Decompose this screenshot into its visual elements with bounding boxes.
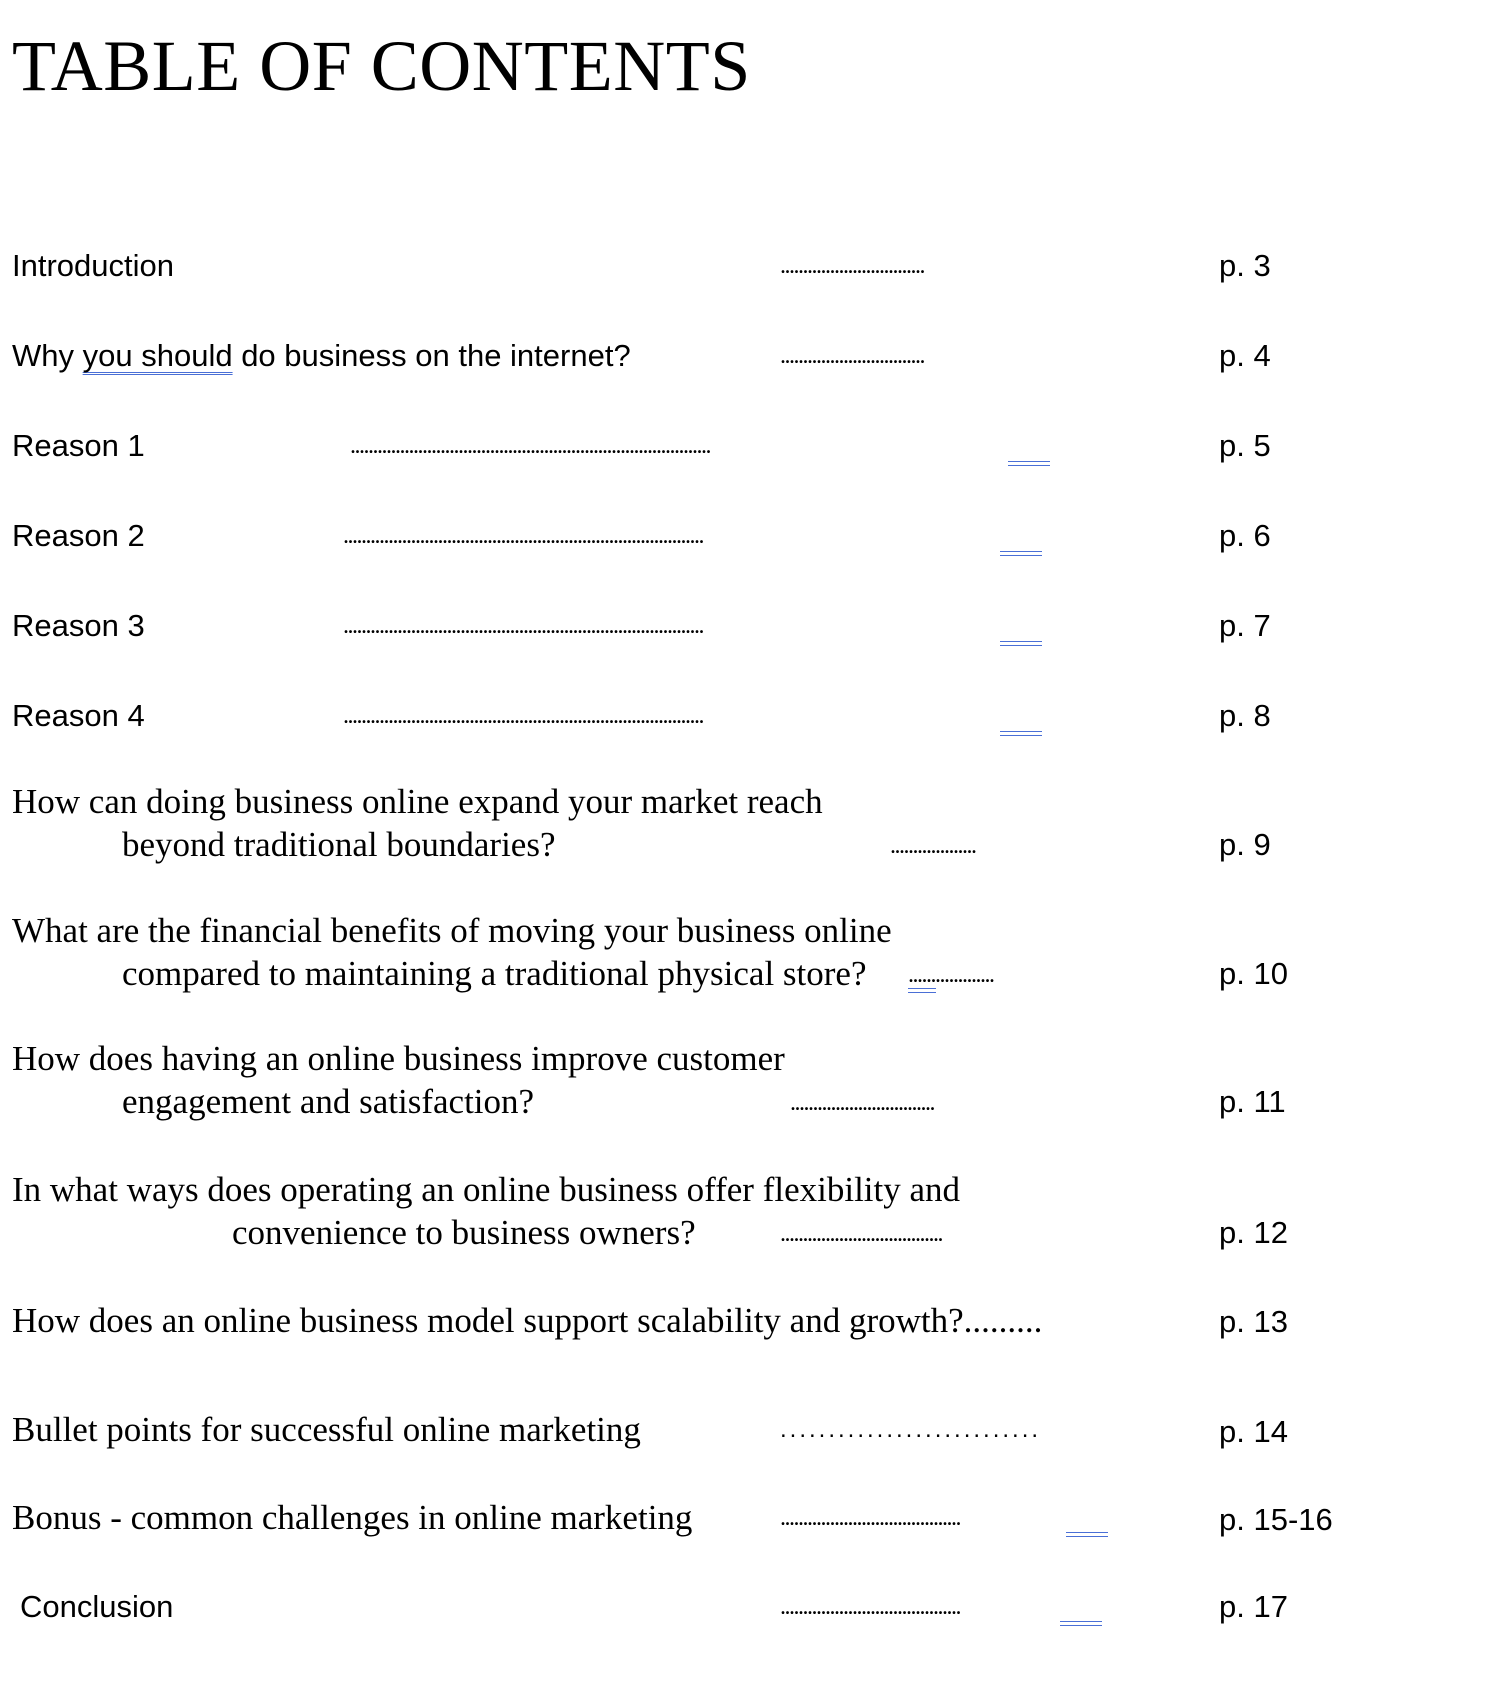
grammar-flagged-text: you should	[82, 338, 233, 373]
toc-entry-bullet-points[interactable]: Bullet points for successful online marketing	[12, 1410, 641, 1449]
toc-page-number: p. 9	[1219, 827, 1271, 862]
toc-entry-reason-1[interactable]: Reason 1	[12, 428, 145, 463]
toc-entry-bonus-challenges[interactable]: Bonus - common challenges in online marketing	[12, 1498, 693, 1537]
toc-entry-flexibility-line2[interactable]: convenience to business owners?	[232, 1213, 696, 1252]
toc-page-number: p. 6	[1219, 518, 1271, 553]
toc-leader-dots: ...................	[890, 834, 976, 858]
toc-entry-flexibility-line1[interactable]: In what ways does operating an online business offer flexibility and	[12, 1170, 961, 1209]
toc-entry-market-reach-line1[interactable]: How can doing business online expand your market reach	[12, 782, 823, 821]
grammar-flag-marker	[1008, 461, 1050, 466]
toc-leader-dots: ................................	[790, 1091, 934, 1115]
toc-page-number: p. 12	[1219, 1215, 1288, 1250]
toc-leader-dots: ....................................	[780, 1222, 942, 1246]
toc-page-number: p. 10	[1219, 956, 1288, 991]
toc-page-number: p. 14	[1219, 1414, 1288, 1449]
toc-entry-text: Why	[12, 338, 83, 373]
toc-entry-market-reach-line2[interactable]: beyond traditional boundaries?	[122, 825, 556, 864]
toc-entry-why-business-internet[interactable]	[12, 340, 631, 371]
toc-leader-dots: ........................................	[780, 1506, 960, 1530]
toc-leader-dots: ........................................	[780, 1595, 960, 1619]
toc-entry-introduction[interactable]: Introduction	[12, 248, 174, 283]
toc-entry-conclusion[interactable]: Conclusion	[20, 1589, 174, 1624]
toc-entry-text: do business on the internet?	[232, 338, 631, 373]
toc-entry-scalability[interactable]: How does an online business model support scalability and growth?.........	[12, 1301, 1043, 1340]
grammar-flag-marker	[1000, 551, 1042, 556]
toc-leader-dots: ...........................	[780, 1418, 1042, 1442]
toc-page-number: p. 15-16	[1219, 1502, 1333, 1537]
toc-leader-dots: ...................	[908, 963, 994, 987]
grammar-flag-marker	[1060, 1621, 1102, 1626]
toc-page-number: p. 13	[1219, 1304, 1288, 1339]
page-title: TABLE OF CONTENTS	[12, 26, 751, 106]
toc-leader-dots: ................................................................................	[343, 704, 703, 728]
toc-page-number: p. 11	[1219, 1084, 1286, 1119]
toc-page-number: p. 5	[1219, 428, 1271, 463]
toc-leader-dots: ................................	[780, 344, 924, 368]
toc-page-number: p. 3	[1219, 248, 1271, 283]
toc-entry-reason-3[interactable]: Reason 3	[12, 608, 145, 643]
toc-entry-customer-engagement-line1[interactable]: How does having an online business improve customer	[12, 1039, 785, 1078]
toc-leader-dots: ................................................................................	[343, 614, 703, 638]
toc-page-number: p. 7	[1219, 608, 1271, 643]
toc-entry-customer-engagement-line2[interactable]: engagement and satisfaction?	[122, 1082, 535, 1121]
toc-page-number: p. 4	[1219, 338, 1271, 373]
toc-page-number: p. 8	[1219, 698, 1271, 733]
toc-entry-reason-2[interactable]: Reason 2	[12, 518, 145, 553]
grammar-flag-marker	[908, 988, 936, 993]
grammar-flag-marker	[1000, 641, 1042, 646]
grammar-flag-marker	[1066, 1532, 1108, 1537]
grammar-flag-marker	[1000, 731, 1042, 736]
toc-leader-dots: ................................................................................	[350, 434, 710, 458]
toc-leader-dots: ................................	[780, 254, 924, 278]
toc-page-number: p. 17	[1219, 1589, 1288, 1624]
toc-entry-reason-4[interactable]: Reason 4	[12, 698, 145, 733]
toc-entry-financial-benefits-line1[interactable]: What are the financial benefits of moving your business online	[12, 911, 892, 950]
toc-leader-dots: ................................................................................	[343, 524, 703, 548]
toc-entry-financial-benefits-line2[interactable]: compared to maintaining a traditional physical store?	[122, 954, 867, 993]
